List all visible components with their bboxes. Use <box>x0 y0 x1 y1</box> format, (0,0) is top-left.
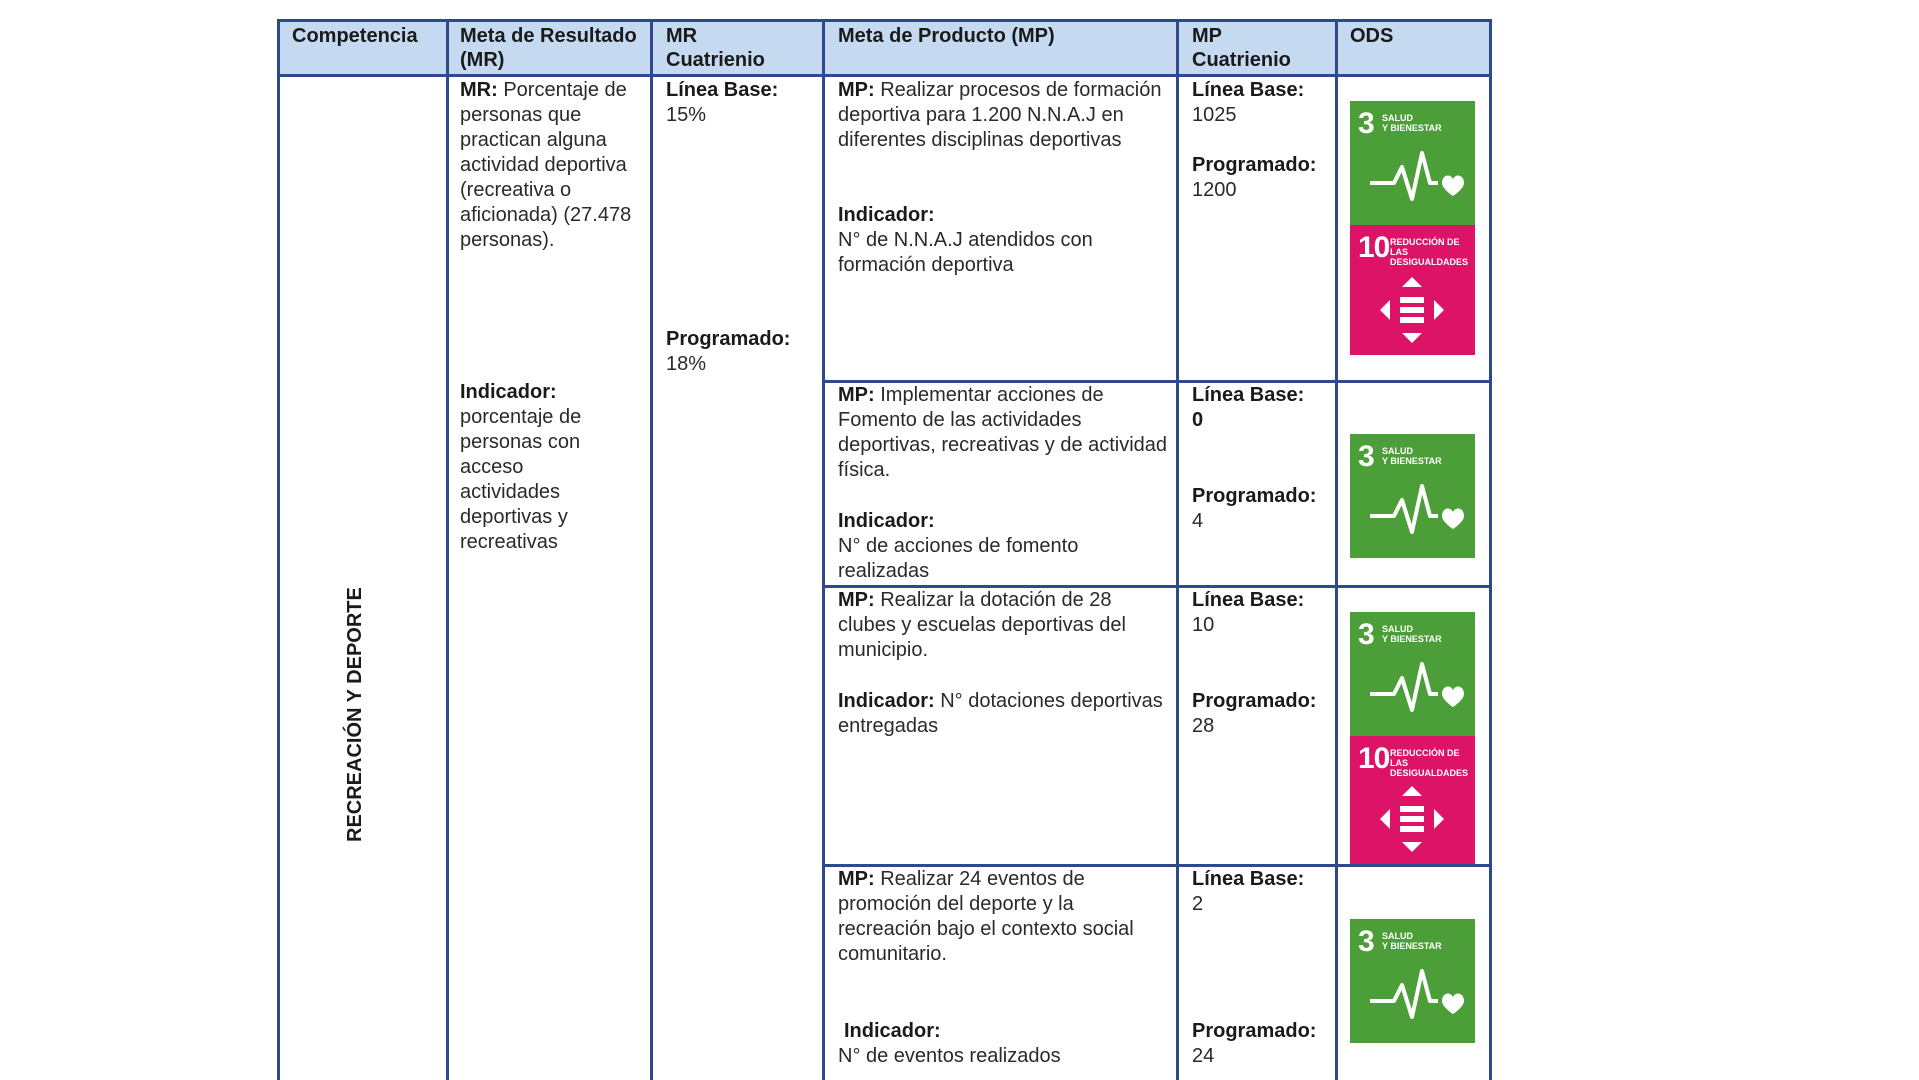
col-border-5 <box>1335 19 1338 1080</box>
mp-label: MP: <box>838 589 875 611</box>
mp-prog-value: 1200 <box>1192 179 1237 201</box>
mr-text <box>460 78 640 253</box>
mp-description: Implementar acciones de Fomento de las actividades deportivas, recreativas y de actividad física. <box>838 384 1168 481</box>
mr-indicador-text: porcentaje de personas con acceso actividades deportivas y recreativas <box>460 406 582 553</box>
mr-indicador-label: Indicador: <box>460 381 557 403</box>
mp-description: Realizar la dotación de 28 clubes y escuelas deportivas del municipio. <box>838 589 1126 661</box>
mp-base-value: 2 <box>1192 893 1204 915</box>
sdg-label: SALUD Y BIENESTAR <box>1382 931 1442 951</box>
mp-prog-label: Programado: <box>1192 485 1317 507</box>
mp-indicador-label: Indicador: <box>838 510 935 532</box>
sdg-number: 3 <box>1358 440 1374 473</box>
mp-base-value: 1025 <box>1192 104 1237 126</box>
mp-description: Realizar procesos de formación deportiva para 1.200 N.N.A.J en diferentes disciplinas deportivas <box>838 79 1162 151</box>
mp-row-1-prog <box>1192 153 1332 203</box>
mp-indicador-label: Indicador: <box>844 1020 941 1042</box>
mp-row-1-text <box>838 78 1168 153</box>
heartbeat-icon <box>1350 919 1475 1043</box>
col-border-4 <box>1176 19 1179 1080</box>
sdg-number: 3 <box>1358 618 1374 651</box>
header-competencia: Competencia <box>292 25 418 47</box>
mp-prog-value: 4 <box>1192 510 1204 532</box>
sdg-10-tile <box>1350 225 1475 355</box>
col-border-0 <box>277 19 280 1080</box>
mr-prog-value: 18% <box>666 353 707 375</box>
sdg-label: SALUD Y BIENESTAR <box>1382 113 1442 133</box>
mp-base-label: Línea Base: <box>1192 868 1305 890</box>
header-bottom-border <box>277 74 1492 77</box>
mp-row-3-text <box>838 588 1168 663</box>
mp-row-4-prog <box>1192 1019 1332 1069</box>
mp-row-3-indicador <box>838 689 1168 739</box>
competencia-label: RECREACIÓN Y DEPORTE <box>344 587 366 842</box>
mr-prog-label: Programado: <box>666 328 791 350</box>
mp-prog-label: Programado: <box>1192 690 1317 712</box>
mp-label: MP: <box>838 868 875 890</box>
mr-description: Porcentaje de personas que practican alguna actividad deportiva (recreativa o aficionada) (27.478 personas). <box>460 79 632 251</box>
sdg-3-tile <box>1350 612 1475 736</box>
mp-base-label: Línea Base: <box>1192 79 1305 101</box>
equality-arrows-icon <box>1350 736 1475 864</box>
table-top-border <box>277 19 1492 22</box>
sdg-label: SALUD Y BIENESTAR <box>1382 624 1442 644</box>
mp-row-1-base <box>1192 78 1332 128</box>
heartbeat-icon <box>1350 612 1475 736</box>
mp-indicador-text: N° de eventos realizados <box>838 1045 1061 1067</box>
mp-prog-value: 24 <box>1192 1045 1215 1067</box>
mp-row-2-prog <box>1192 484 1332 534</box>
mp-row-3-base <box>1192 588 1332 638</box>
mp-indicador-label: Indicador: <box>838 690 935 712</box>
sdg-label: REDUCCIÓN DE LAS DESIGUALDADES <box>1390 237 1469 267</box>
mr-programado <box>666 327 816 377</box>
mr-label: MR: <box>460 79 498 101</box>
sdg-number: 10 <box>1358 231 1390 264</box>
header-meta-resultado: Meta de Resultado (MR) <box>460 25 637 71</box>
mp-indicador-text: N° de acciones de fomento realizadas <box>838 535 1079 582</box>
mp-description: Realizar 24 eventos de promoción del deporte y la recreación bajo el contexto social comunitario. <box>838 868 1134 965</box>
mp-row-3-prog <box>1192 689 1332 739</box>
mp-row-2-indicador <box>838 509 1168 584</box>
mp-label: MP: <box>838 384 875 406</box>
mp-row-1-indicador <box>838 203 1168 278</box>
header-ods: ODS <box>1350 25 1394 47</box>
col-border-2 <box>650 19 653 1080</box>
mp-base-label: Línea Base: <box>1192 589 1305 611</box>
mp-row-4-indicador <box>838 1019 1168 1069</box>
header-mr-cuatrienio: MR Cuatrienio <box>666 25 765 71</box>
heartbeat-icon <box>1350 101 1475 225</box>
sdg-number: 10 <box>1358 742 1390 775</box>
mp-base-label: Línea Base: <box>1192 384 1305 406</box>
mp-indicador-text: N° de N.N.A.J atendidos con formación deportiva <box>838 229 1093 276</box>
col-border-3 <box>822 19 825 1080</box>
mp-prog-label: Programado: <box>1192 1020 1317 1042</box>
mr-base-label: Línea Base: <box>666 79 779 101</box>
mp-base-value: 10 <box>1192 614 1215 636</box>
sdg-number: 3 <box>1358 107 1374 140</box>
mp-row-2-text <box>838 383 1168 483</box>
col-border-6 <box>1489 19 1492 1080</box>
sdg-label: SALUD Y BIENESTAR <box>1382 446 1442 466</box>
mp-indicador-text: N° dotaciones deportivas entregadas <box>838 690 1163 737</box>
mp-row-4-text <box>838 867 1168 967</box>
sdg-3-tile <box>1350 101 1475 225</box>
equality-arrows-icon <box>1350 225 1475 355</box>
sdg-number: 3 <box>1358 925 1374 958</box>
sdg-3-tile <box>1350 434 1475 558</box>
mr-linea-base <box>666 78 816 128</box>
mp-label: MP: <box>838 79 875 101</box>
sdg-10-tile <box>1350 736 1475 864</box>
mr-indicador <box>460 380 610 555</box>
mp-base-value: 0 <box>1192 409 1204 431</box>
mp-prog-value: 28 <box>1192 715 1215 737</box>
mp-prog-label: Programado: <box>1192 154 1317 176</box>
mr-base-value: 15% <box>666 104 707 126</box>
heartbeat-icon <box>1350 434 1475 558</box>
col-border-1 <box>446 19 449 1080</box>
sdg-3-tile <box>1350 919 1475 1043</box>
header-meta-producto: Meta de Producto (MP) <box>838 25 1055 47</box>
header-mp-cuatrienio: MP Cuatrienio <box>1192 25 1291 71</box>
mp-row-4-base <box>1192 867 1332 917</box>
sdg-label: REDUCCIÓN DE LAS DESIGUALDADES <box>1390 748 1469 778</box>
mp-row-2-base <box>1192 383 1332 433</box>
mp-indicador-label: Indicador: <box>838 204 935 226</box>
